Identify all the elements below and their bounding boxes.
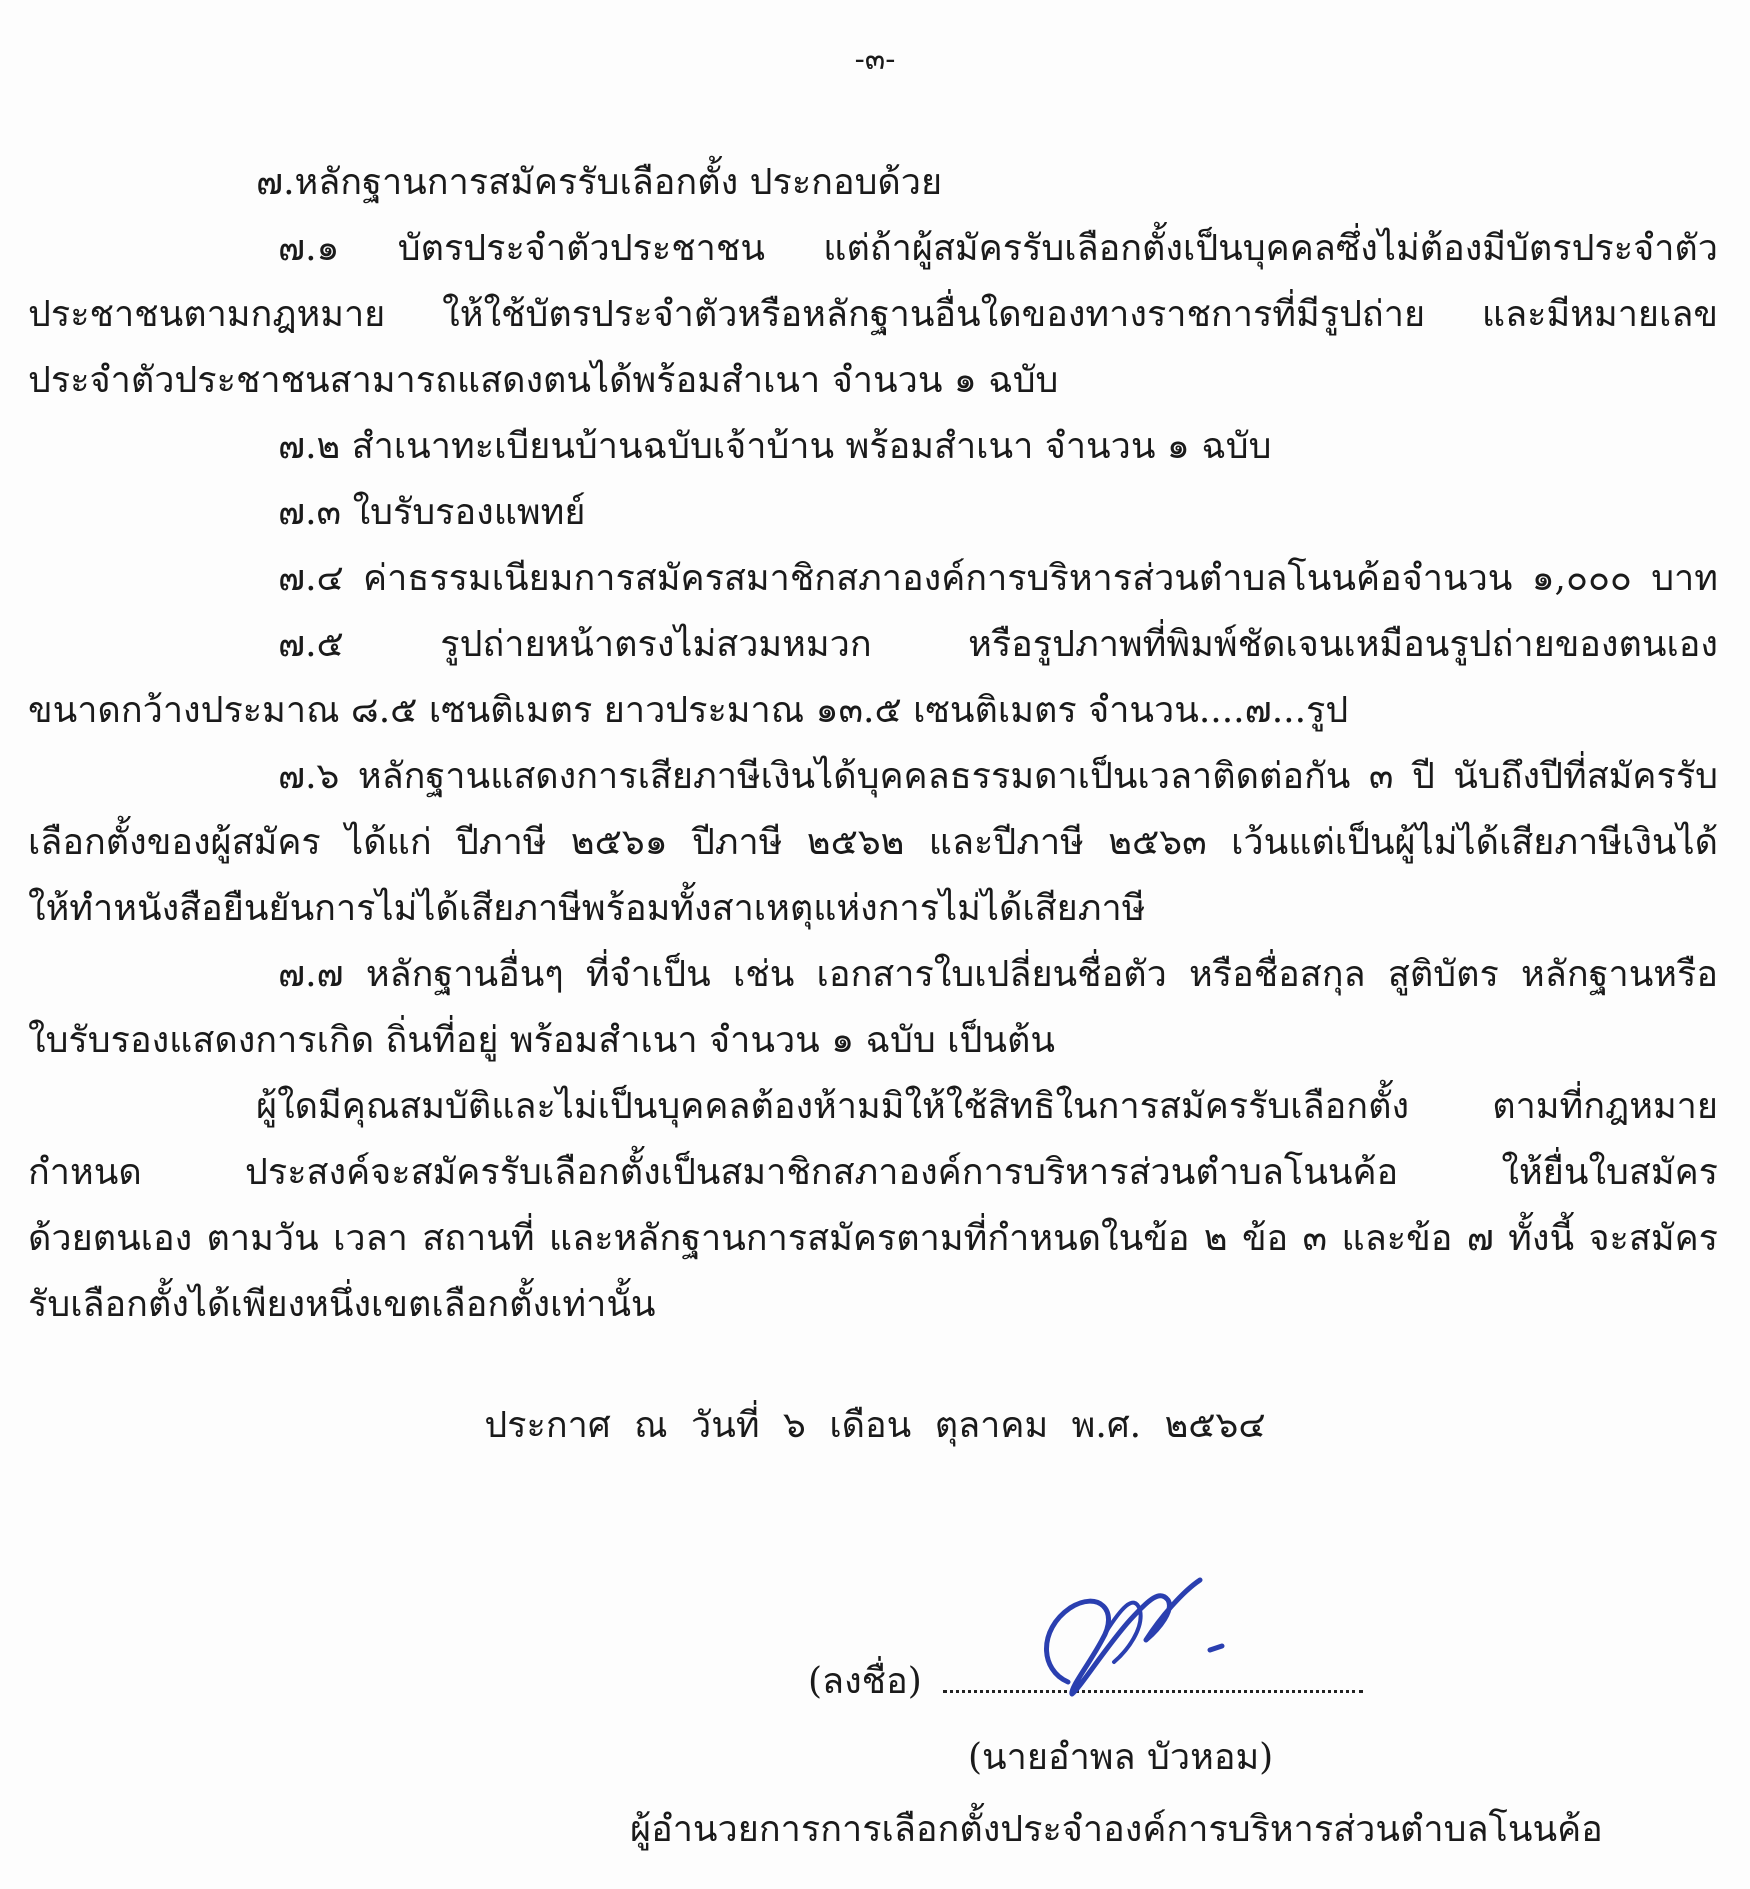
sign-label: (ลงชื่อ) <box>808 1661 922 1702</box>
item-7-1-line-3: ประจำตัวประชาชนสามารถแสดงตนได้พร้อมสำเนา จำนวน ๑ ฉบับ <box>28 360 1059 401</box>
item-7-4: ๗.๔ ค่าธรรมเนียมการสมัครสมาชิกสภาองค์การบริหารส่วนตำบลโนนค้อจำนวน ๑,๐๐๐ บาท <box>278 558 1718 599</box>
item-7-6-line-1: ๗.๖ หลักฐานแสดงการเสียภาษีเงินได้บุคคลธรรมดาเป็นเวลาติดต่อกัน ๓ ปี นับถึงปีที่สมัครรับ <box>278 756 1718 797</box>
item-7-3: ๗.๓ ใบรับรองแพทย์ <box>278 492 586 533</box>
announce-at: ณ <box>634 1405 668 1446</box>
closing-paragraph-line-2: กำหนด ประสงค์จะสมัครรับเลือกตั้งเป็นสมาชิกสภาองค์การบริหารส่วนตำบลโนนค้อ ให้ยื่นใบสมัคร <box>28 1152 1718 1193</box>
item-7-7-line-2: ใบรับรองแสดงการเกิด ถิ่นที่อยู่ พร้อมสำเนา จำนวน ๑ ฉบับ เป็นต้น <box>28 1020 1055 1061</box>
document-body <box>28 150 1718 1338</box>
page-number: -๓- <box>854 42 896 77</box>
item-7-1-line-2: ประชาชนตามกฎหมาย ให้ใช้บัตรประจำตัวหรือหลักฐานอื่นใดของทางราชการที่มีรูปถ่าย และมีหมายเลข <box>28 294 1718 335</box>
item-7-6-line-2: เลือกตั้งของผู้สมัคร ได้แก่ ปีภาษี ๒๕๖๑ ปีภาษี ๒๕๖๒ และปีภาษี ๒๕๖๓ เว้นแต่เป็นผู้ไม่ได้เสียภาษีเงินได้ <box>28 822 1718 863</box>
item-7-2: ๗.๒ สำเนาทะเบียนบ้านฉบับเจ้าบ้าน พร้อมสำเนา จำนวน ๑ ฉบับ <box>278 426 1272 467</box>
closing-paragraph-line-1: ผู้ใดมีคุณสมบัติและไม่เป็นบุคคลต้องห้ามมิให้ใช้สิทธิในการสมัครรับเลือกตั้ง ตามที่กฎหมาย <box>256 1086 1718 1127</box>
month-value: ตุลาคม <box>934 1405 1049 1446</box>
year-label: พ.ศ. <box>1071 1405 1142 1446</box>
section-heading: ๗.หลักฐานการสมัครรับเลือกตั้ง ประกอบด้วย <box>256 162 943 203</box>
item-7-5-line-1: ๗.๕ รูปถ่ายหน้าตรงไม่สวมหมวก หรือรูปภาพที่พิมพ์ชัดเจนเหมือนรูปถ่ายของตนเอง <box>278 624 1718 665</box>
announcement-date <box>0 1396 1750 1453</box>
signer-name: (นายอำพล บัวหอม) <box>968 1737 1274 1778</box>
item-7-5-line-2: ขนาดกว้างประมาณ ๘.๕ เซนติเมตร ยาวประมาณ ๑๓.๕ เซนติเมตร จำนวน....๗...รูป <box>28 690 1349 731</box>
item-7-6-line-3: ให้ทำหนังสือยืนยันการไม่ได้เสียภาษีพร้อมทั้งสาเหตุแห่งการไม่ได้เสียภาษี <box>28 888 1146 929</box>
year-value: ๒๕๖๔ <box>1164 1405 1266 1446</box>
item-7-7-line-1: ๗.๗ หลักฐานอื่นๆ ที่จำเป็น เช่น เอกสารใบเปลี่ยนชื่อตัว หรือชื่อสกุล สูติบัตร หลักฐานหรือ <box>278 954 1718 995</box>
announce-prefix: ประกาศ <box>484 1405 611 1446</box>
closing-paragraph-line-3: ด้วยตนเอง ตามวัน เวลา สถานที่ และหลักฐานการสมัครตามที่กำหนดในข้อ ๒ ข้อ ๓ และข้อ ๗ ทั้งนี้ จะสมัคร <box>28 1218 1718 1259</box>
month-label: เดือน <box>829 1405 912 1446</box>
handwritten-signature <box>1010 1570 1230 1700</box>
signer-title: ผู้อำนวยการการเลือกตั้งประจำองค์การบริหารส่วนตำบลโนนค้อ <box>630 1809 1603 1850</box>
day-label: วันที่ <box>691 1405 760 1446</box>
item-7-1-line-1: ๗.๑ บัตรประจำตัวประชาชน แต่ถ้าผู้สมัครรับเลือกตั้งเป็นบุคคลซึ่งไม่ต้องมีบัตรประจำตัว <box>278 228 1718 269</box>
day-value: ๖ <box>783 1405 806 1446</box>
closing-paragraph-line-4: รับเลือกตั้งได้เพียงหนึ่งเขตเลือกตั้งเท่านั้น <box>28 1284 656 1325</box>
